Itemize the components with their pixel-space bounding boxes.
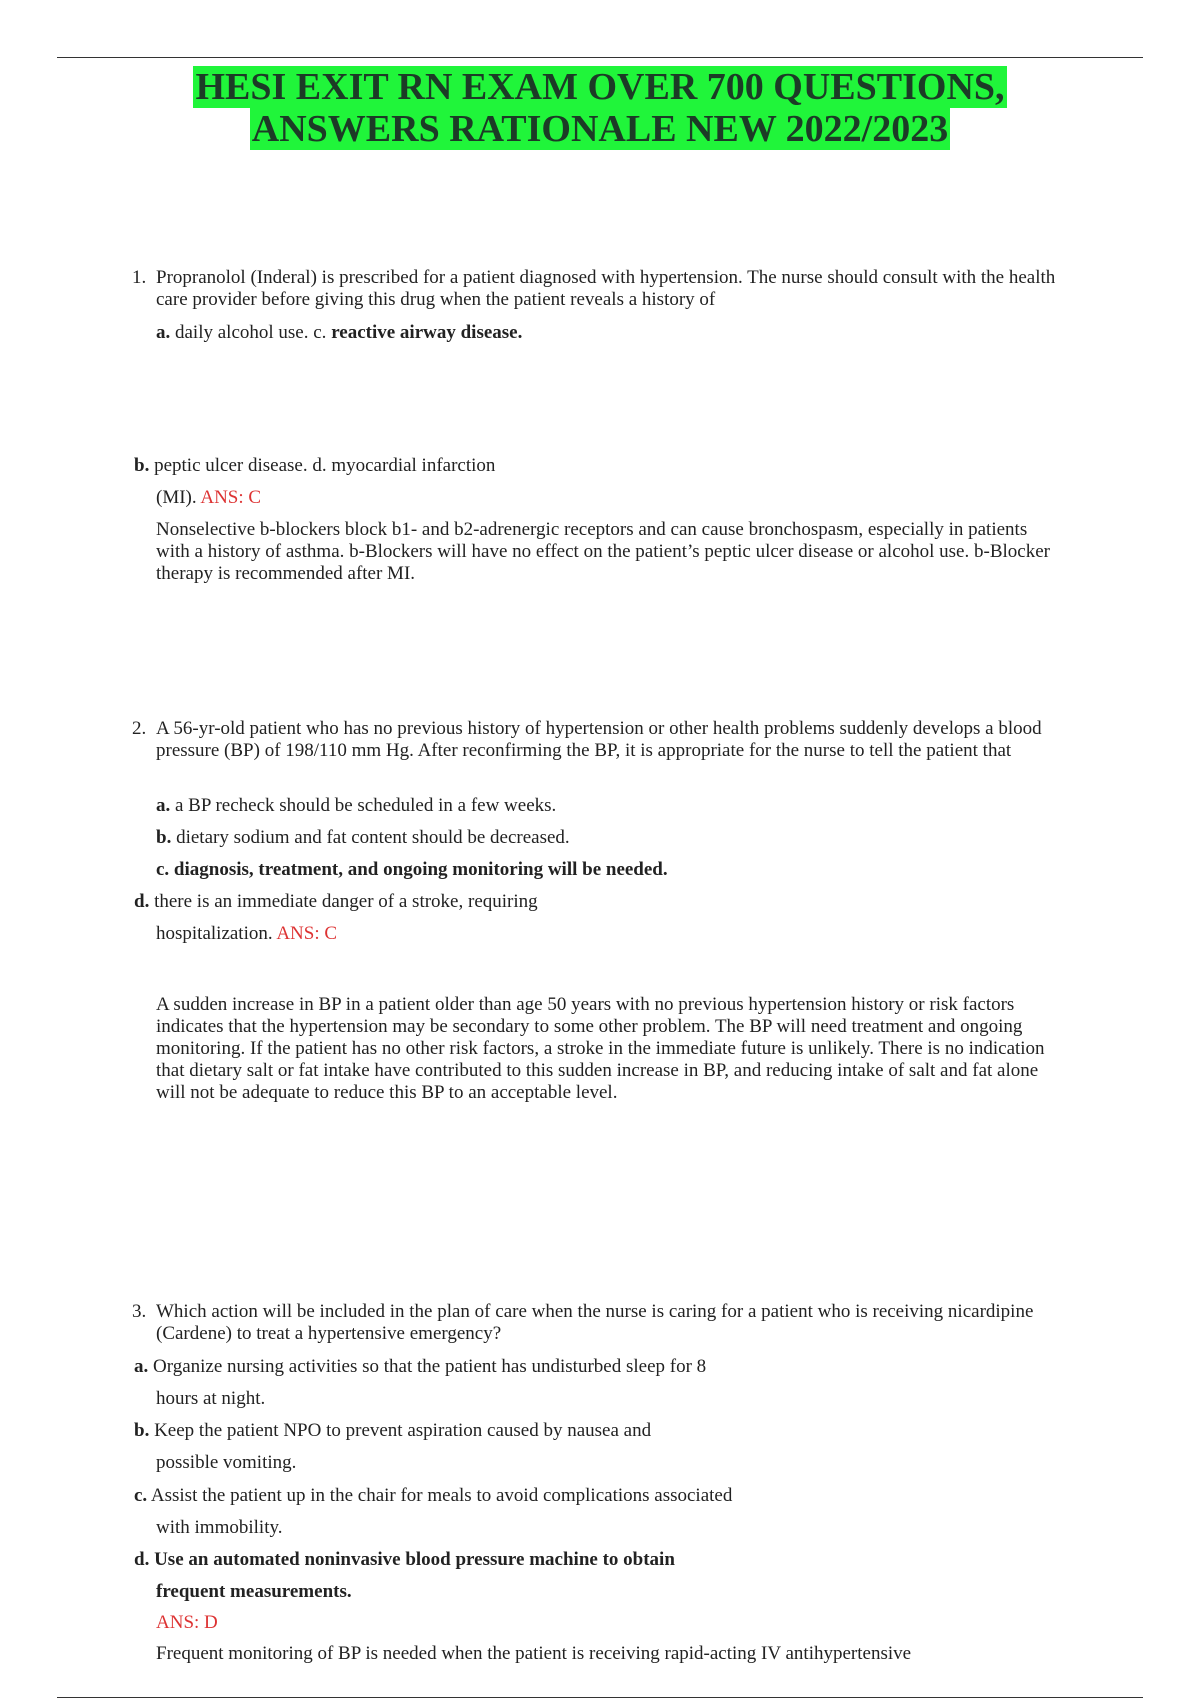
option-c-correct: reactive airway disease. — [331, 322, 523, 343]
option-label: c. — [134, 1485, 148, 1506]
q3-option-c — [134, 1485, 732, 1507]
question-stem: A 56-yr-old patient who has no previous history of hypertension or other health problems suddenly develops a blood pressure (BP) of 198/110 mm Hg. After reconfirming the BP, it is appropriate for the nurse to tell the patient that — [156, 718, 1042, 761]
q2-rationale: A sudden increase in BP in a patient older than age 50 years with no previous hypertension history or risk factors indicates that the hypertension may be secondary to some other problem. The BP will need treatment and ongoing monitoring. If the patient has no other risk factors, a stroke in the immediate future is unlikely. There is no indication that dietary salt or fat intake have contributed to this sudden increase in BP, and reducing intake of salt and fat alone will not be adequate to reduce this BP to an acceptable level. — [156, 994, 1045, 1103]
q3-rationale: Frequent monitoring of BP is needed when the patient is receiving rapid-acting IV antihypertensive — [156, 1643, 912, 1664]
q1-options-a-c — [156, 322, 522, 344]
q2-option-d — [134, 891, 538, 913]
question-stem: Which action will be included in the plan of care when the nurse is caring for a patient who is receiving nicardipine (Cardene) to treat a hypertensive emergency? — [156, 1301, 1034, 1344]
option-label: b. — [134, 455, 150, 476]
q2-option-a — [156, 795, 556, 817]
option-label: b. — [134, 1420, 150, 1441]
option-text: dietary sodium and fat content should be decreased. — [176, 827, 570, 848]
q2-answer-line — [156, 923, 337, 945]
q3-option-b-continued: possible vomiting. — [156, 1452, 297, 1473]
title-line-1: HESI EXIT RN EXAM OVER 700 QUESTIONS, — [195, 66, 1005, 108]
q2-option-c-correct: c. diagnosis, treatment, and ongoing monitoring will be needed. — [156, 859, 668, 880]
option-label: d. — [134, 1549, 150, 1570]
option-d-continued: hospitalization. — [156, 923, 273, 944]
option-label: a. — [156, 322, 171, 343]
option-label: a. — [134, 1356, 149, 1377]
question-number: 3. — [132, 1301, 147, 1322]
q1-options-b-d — [134, 455, 495, 477]
option-text: Keep the patient NPO to prevent aspiration caused by nausea and — [154, 1420, 652, 1441]
q1-answer-line — [156, 487, 261, 509]
option-text: Use an automated noninvasive blood pressure machine to obtain — [154, 1549, 675, 1570]
title-line-2: ANSWERS RATIONALE NEW 2022/2023 — [251, 108, 949, 150]
option-text: there is an immediate danger of a stroke, requiring — [154, 891, 538, 912]
question-number: 1. — [132, 267, 147, 288]
option-label: a. — [156, 795, 171, 816]
option-label: d. — [134, 891, 150, 912]
q3-option-a — [134, 1356, 706, 1378]
question-3 — [132, 1301, 1062, 1345]
option-text: Organize nursing activities so that the patient has undisturbed sleep for 8 — [153, 1356, 707, 1377]
option-text: a BP recheck should be scheduled in a few weeks. — [175, 795, 557, 816]
q3-option-d-correct — [134, 1549, 675, 1571]
q3-option-d-continued: frequent measurements. — [156, 1581, 352, 1602]
q1-rationale: Nonselective b-blockers block b1- and b2-adrenergic receptors and can cause bronchospasm, especially in patients with a history of asthma. b-Blockers will have no effect on the patient’s peptic ulcer disease or alcohol use. b-Blocker therapy is recommended after MI. — [156, 519, 1050, 584]
question-number: 2. — [132, 718, 147, 739]
question-1 — [132, 267, 1062, 311]
bottom-rule — [57, 1697, 1143, 1698]
option-label: b. — [156, 827, 172, 848]
option-b-text: peptic ulcer disease. d. myocardial infarction — [154, 455, 496, 476]
answer-key: ANS: D — [156, 1612, 218, 1633]
answer-key: ANS: C — [200, 487, 262, 508]
q3-option-b — [134, 1420, 651, 1442]
option-text: Assist the patient up in the chair for meals to avoid complications associated — [150, 1485, 733, 1506]
question-stem: Propranolol (Inderal) is prescribed for a patient diagnosed with hypertension. The nurse should consult with the health care provider before giving this drug when the patient reveals a history of — [156, 267, 1056, 310]
q3-option-c-continued: with immobility. — [156, 1517, 283, 1538]
q3-option-a-continued: hours at night. — [156, 1388, 266, 1409]
answer-key: ANS: C — [276, 923, 338, 944]
document-title — [0, 66, 1200, 150]
option-a-text: daily alcohol use. c. — [175, 322, 327, 343]
top-rule — [57, 57, 1143, 58]
question-2 — [132, 718, 1062, 762]
q2-option-b — [156, 827, 570, 849]
option-d-continued: (MI). — [156, 487, 197, 508]
